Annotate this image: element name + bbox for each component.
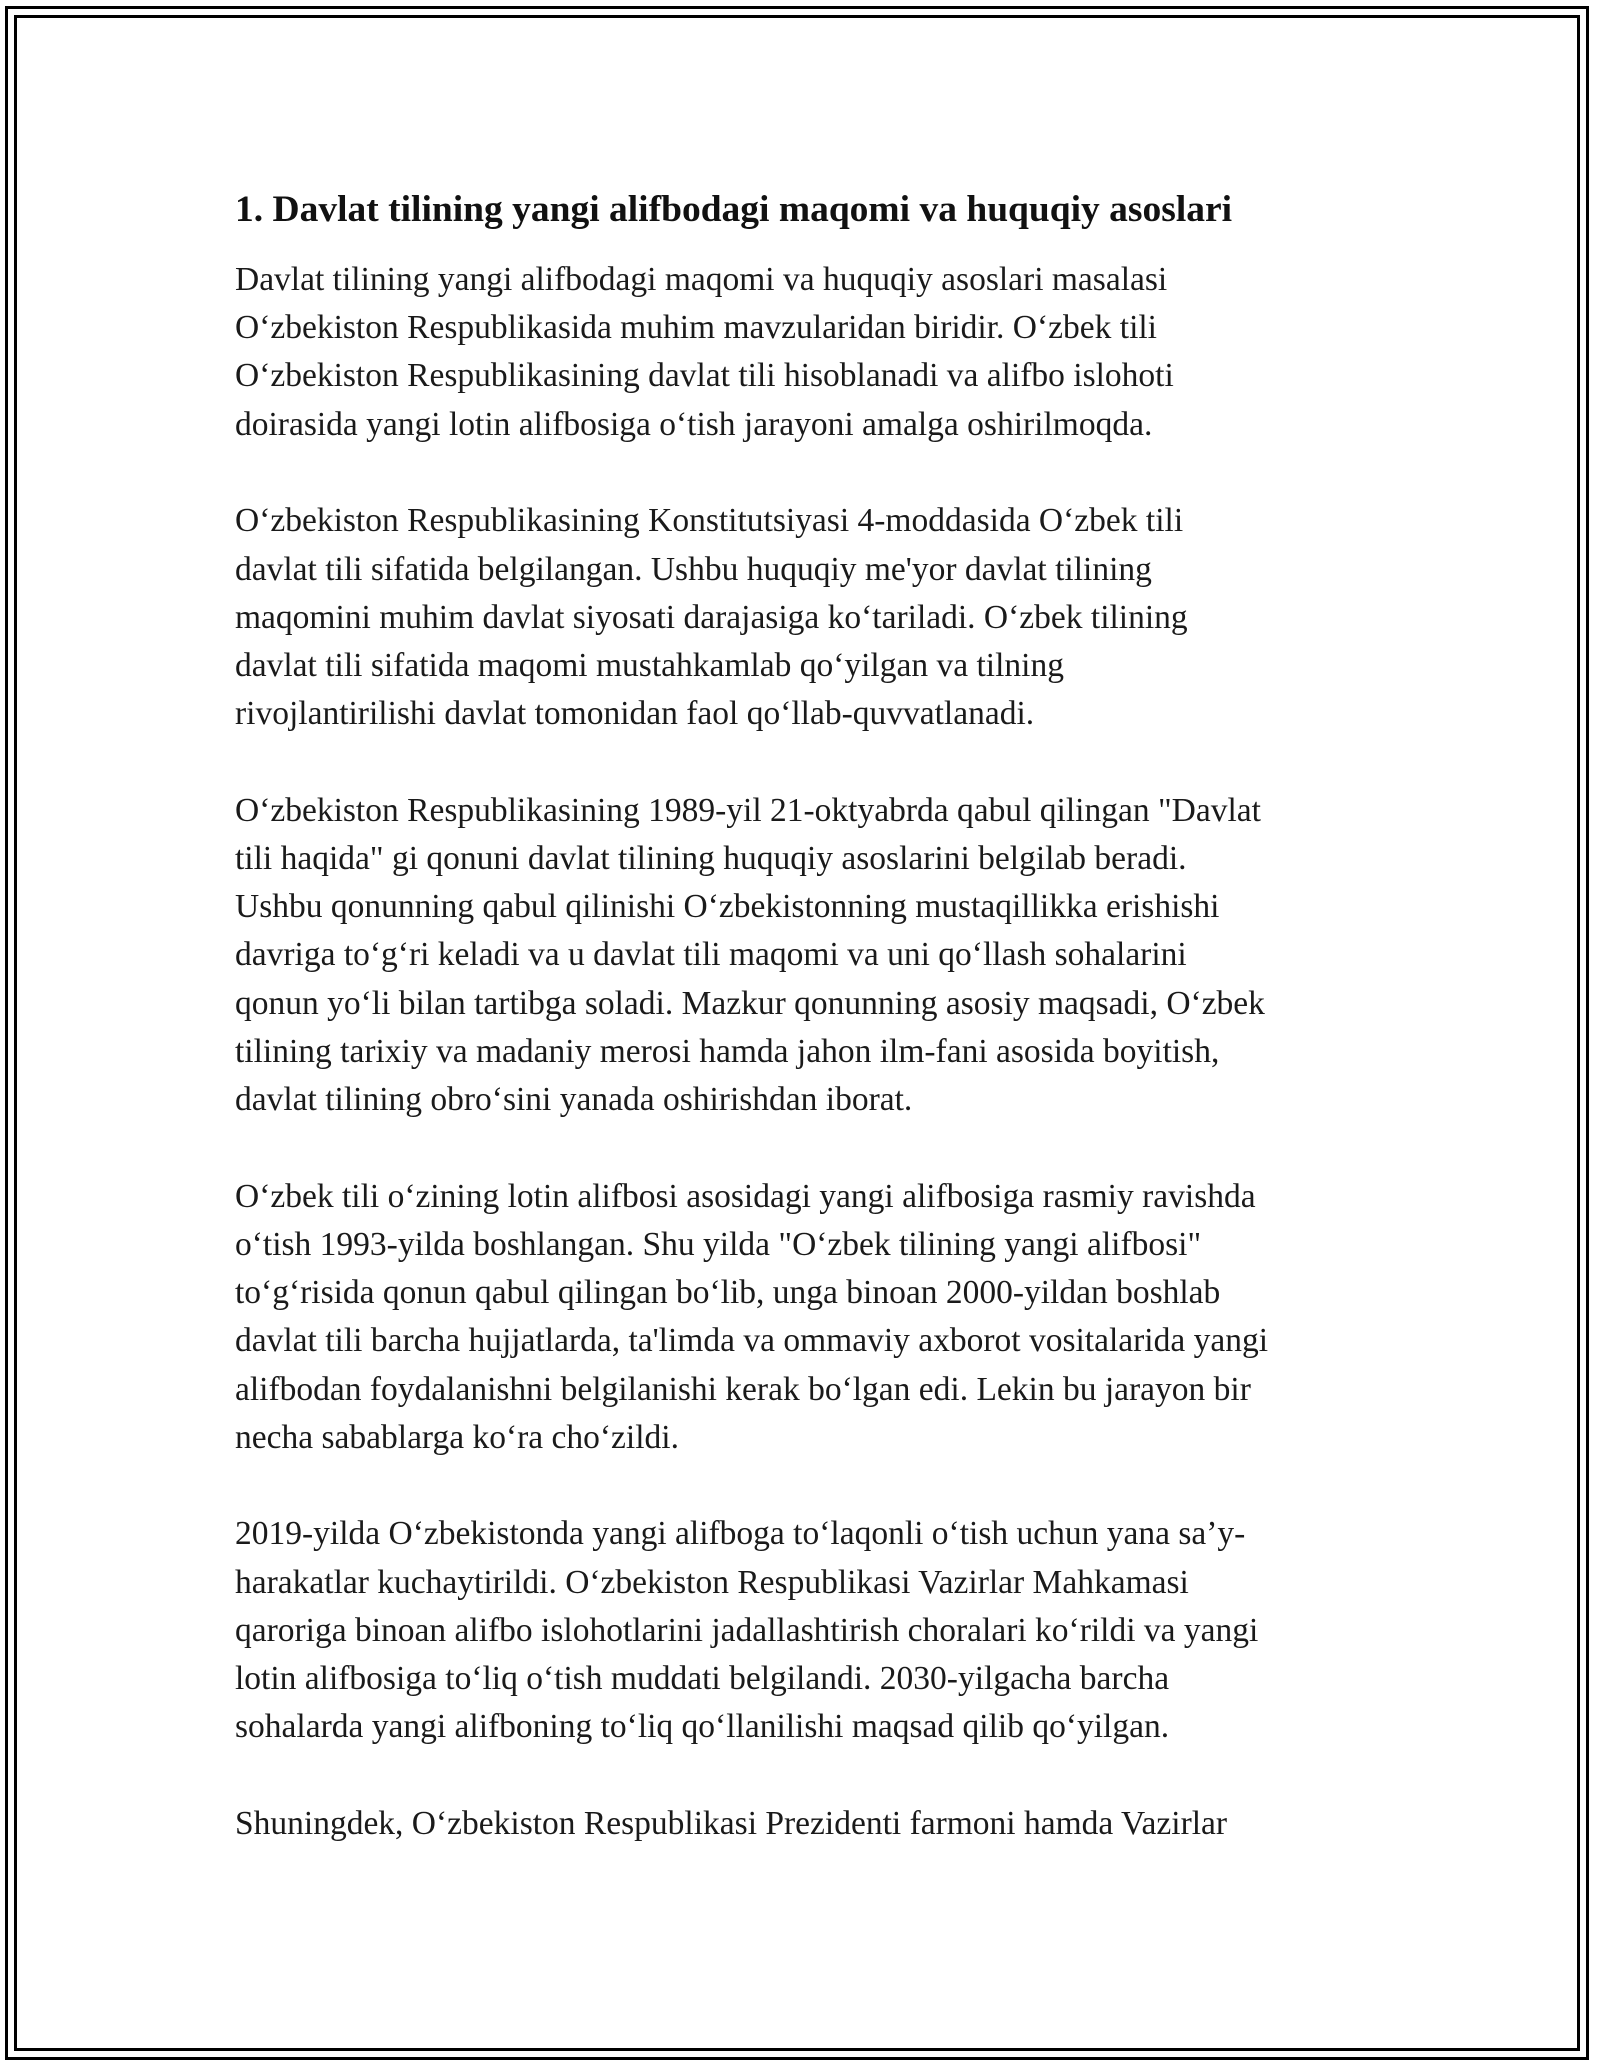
paragraph-1: Davlat tilining yangi alifbodagi maqomi va huquqiy asoslari masalasi O‘zbekiston Respublikasida muhim mavzularidan biridir. O‘zbek tili O‘zbekiston Respublikasining davlat tili hisoblanadi va alifbo islohoti doirasida yangi lotin alifbosiga o‘tish jarayoni amalga oshirilmoqda. xyxy=(235,261,1174,443)
paragraph-6: Shuningdek, O‘zbekiston Respublikasi Prezidenti farmoni hamda Vazirlar xyxy=(235,1804,1228,1842)
section-title: 1. Davlat tilining yangi alifbodagi maqomi va huquqiy asoslari xyxy=(235,189,1233,230)
paragraph-2: O‘zbekiston Respublikasining Konstitutsiyasi 4-moddasida O‘zbek tili davlat tili sifatida belgilangan. Ushbu huquqiy me'yor davlat tilining maqomini muhim davlat siyosati darajasiga ko‘tariladi. O‘zbek tilining davlat tili sifatida maqomi mustahkamlab qo‘yilgan va tilning rivojlantirilishi davlat tomonidan faol qo‘llab-quvvatlanadi. xyxy=(235,502,1188,733)
paragraph-5: 2019-yilda O‘zbekistonda yangi alifboga to‘laqonli o‘tish uchun yana sa’y- harakatlar kuchaytirildi. O‘zbekiston Respublikasi Vazirlar Mahkamasi qaroriga binoan alifbo islohotlarini jadallashtirish choralari ko‘rildi va yangi lotin alifbosiga to‘liq o‘tish muddati belgilandi. 2030-yilgacha barcha sohalarda yangi alifboning to‘liq qo‘llanilishi maqsad qilib qo‘yilgan. xyxy=(235,1515,1259,1746)
document-body xyxy=(235,186,1385,1897)
paragraph-4: O‘zbek tili o‘zining lotin alifbosi asosidagi yangi alifbosiga rasmiy ravishda o‘tish 1993-yilda boshlangan. Shu yilda "O‘zbek tilining yangi alifbosi" to‘g‘risida qonun qabul qilingan bo‘lib, unga binoan 2000-yildan boshlab davlat tili barcha hujjatlarda, ta'limda va ommaviy axborot vositalarida yangi alifbodan foydalanishni belgilanishi kerak bo‘lgan edi. Lekin bu jarayon bir necha sabablarga ko‘ra cho‘zildi. xyxy=(235,1177,1269,1456)
paragraph-3: O‘zbekiston Respublikasining 1989-yil 21-oktyabrda qabul qilingan "Davlat tili haqida" gi qonuni davlat tilining huquqiy asoslarini belgilab beradi. Ushbu qonunning qabul qilinishi O‘zbekistonning mustaqillikka erishishi davriga to‘g‘ri keladi va u davlat tili maqomi va uni qo‘llash sohalarini qonun yo‘li bilan tartibga soladi. Mazkur qonunning asosiy maqsadi, O‘zbek tilining tarixiy va madaniy merosi hamda jahon ilm-fani asosida boyitish, davlat tilining obro‘sini yanada oshirishdan iborat. xyxy=(235,791,1265,1119)
